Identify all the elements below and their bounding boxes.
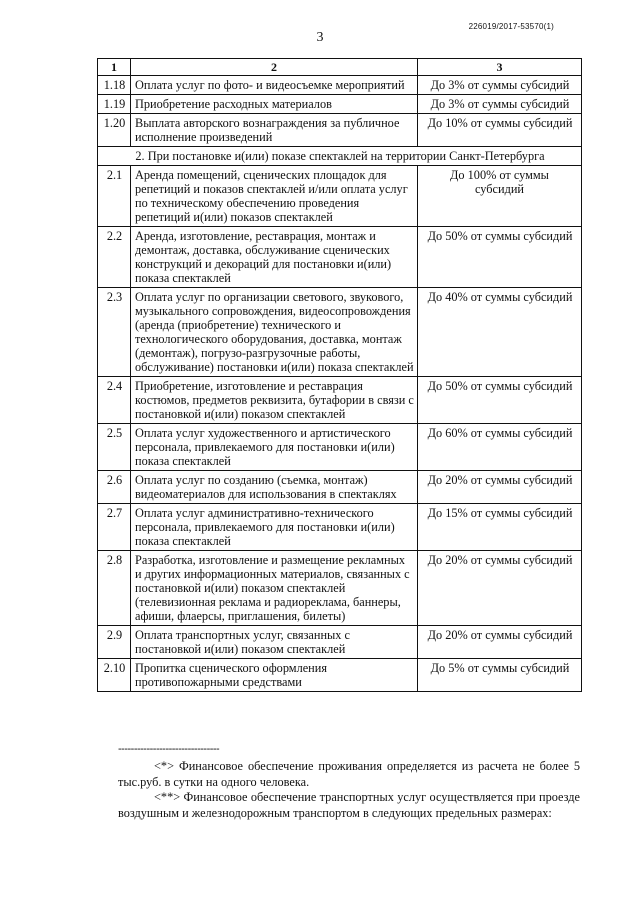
table-row [98, 504, 582, 551]
row-description: Оплата услуг административно-технического персонала, привлекаемого для постановки и(или) показа спектаклей [131, 504, 418, 551]
row-limit: До 20% от суммы субсидий [418, 471, 582, 504]
column-header: 1 [98, 59, 131, 76]
row-description: Оплата транспортных услуг, связанных с постановкой и(или) показом спектаклей [131, 626, 418, 659]
row-limit: До 3% от суммы субсидий [418, 95, 582, 114]
row-description: Оплата услуг художественного и артистического персонала, привлекаемого для постановки и(или) показа спектаклей [131, 424, 418, 471]
expenses-table [97, 58, 582, 692]
row-description: Разработка, изготовление и размещение рекламных и других информационных материалов, связанных с постановкой и(или) показом спектаклей (телевизионная реклама и радиореклама, баннеры, афиши, флаерсы, приглашения, билеты) [131, 551, 418, 626]
row-description: Аренда помещений, сценических площадок для репетиций и показов спектаклей и/или оплата услуг по техническому обеспечению проведения репетиций и(или) показов спектаклей [131, 166, 418, 227]
table-row [98, 626, 582, 659]
row-number: 2.7 [98, 504, 131, 551]
footnote-accommodation [118, 759, 580, 790]
table-row [98, 288, 582, 377]
row-number: 2.4 [98, 377, 131, 424]
table-row [98, 377, 582, 424]
row-number: 2.9 [98, 626, 131, 659]
row-number: 2.5 [98, 424, 131, 471]
table-row [98, 227, 582, 288]
row-description: Выплата авторского вознаграждения за публичное исполнение произведений [131, 114, 418, 147]
row-limit: До 50% от суммы субсидий [418, 377, 582, 424]
column-header: 2 [131, 59, 418, 76]
table-row [98, 95, 582, 114]
row-number: 2.10 [98, 659, 131, 692]
row-description: Приобретение расходных материалов [131, 95, 418, 114]
row-limit: До 100% от суммы субсидий [418, 166, 582, 227]
row-description: Пропитка сценического оформления противопожарными средствами [131, 659, 418, 692]
table-row [98, 114, 582, 147]
row-limit: До 5% от суммы субсидий [418, 659, 582, 692]
document-id: 226019/2017-53570(1) [468, 22, 554, 31]
footnotes [118, 743, 580, 821]
table-row [98, 76, 582, 95]
footnote-text: <*> Финансовое обеспечение проживания определяется из расчета не более 5 тыс.руб. в сутки на одного человека. [118, 759, 580, 789]
row-limit: До 20% от суммы субсидий [418, 626, 582, 659]
table-row [98, 166, 582, 227]
row-limit: До 40% от суммы субсидий [418, 288, 582, 377]
row-description: Приобретение, изготовление и реставрация костюмов, предметов реквизита, бутафории в связи с постановкой и(или) показом спектаклей [131, 377, 418, 424]
row-number: 2.6 [98, 471, 131, 504]
row-limit: До 20% от суммы субсидий [418, 551, 582, 626]
row-number: 2.2 [98, 227, 131, 288]
row-limit: До 60% от суммы субсидий [418, 424, 582, 471]
table-row [98, 471, 582, 504]
row-description: Аренда, изготовление, реставрация, монтаж и демонтаж, доставка, обслуживание сценических конструкций и декораций для постановки и(или) показа спектаклей [131, 227, 418, 288]
row-description: Оплата услуг по организации светового, звукового, музыкального сопровождения, видеосопровождения (аренда (приобретение) технического и технологического оборудования, доставка, монтаж (демонтаж), погрузо-разгрузочные работы, обслуживание) постановки и(или) показа спектаклей [131, 288, 418, 377]
section-heading-row [98, 147, 582, 166]
row-limit: До 50% от суммы субсидий [418, 227, 582, 288]
table-row [98, 551, 582, 626]
row-number: 2.8 [98, 551, 131, 626]
row-description: Оплата услуг по созданию (съемка, монтаж) видеоматериалов для использования в спектаклях [131, 471, 418, 504]
row-limit: До 3% от суммы субсидий [418, 76, 582, 95]
table-row [98, 424, 582, 471]
row-number: 1.18 [98, 76, 131, 95]
table-header-row [98, 59, 582, 76]
row-limit: До 15% от суммы субсидий [418, 504, 582, 551]
footnote-text: <**> Финансовое обеспечение транспортных услуг осуществляется при проезде воздушным и железнодорожным транспортом в следующих предельных размерах: [118, 790, 580, 820]
table-row [98, 659, 582, 692]
row-number: 2.3 [98, 288, 131, 377]
row-number: 1.20 [98, 114, 131, 147]
row-number: 2.1 [98, 166, 131, 227]
row-number: 1.19 [98, 95, 131, 114]
page-number: 3 [316, 30, 324, 45]
column-header: 3 [418, 59, 582, 76]
row-limit: До 10% от суммы субсидий [418, 114, 582, 147]
footnote-separator: -------------------------------- [118, 743, 220, 755]
row-description: Оплата услуг по фото- и видеосъемке мероприятий [131, 76, 418, 95]
footnote-transport [118, 790, 580, 821]
section-heading: 2. При постановке и(или) показе спектаклей на территории Санкт-Петербурга [98, 147, 582, 166]
